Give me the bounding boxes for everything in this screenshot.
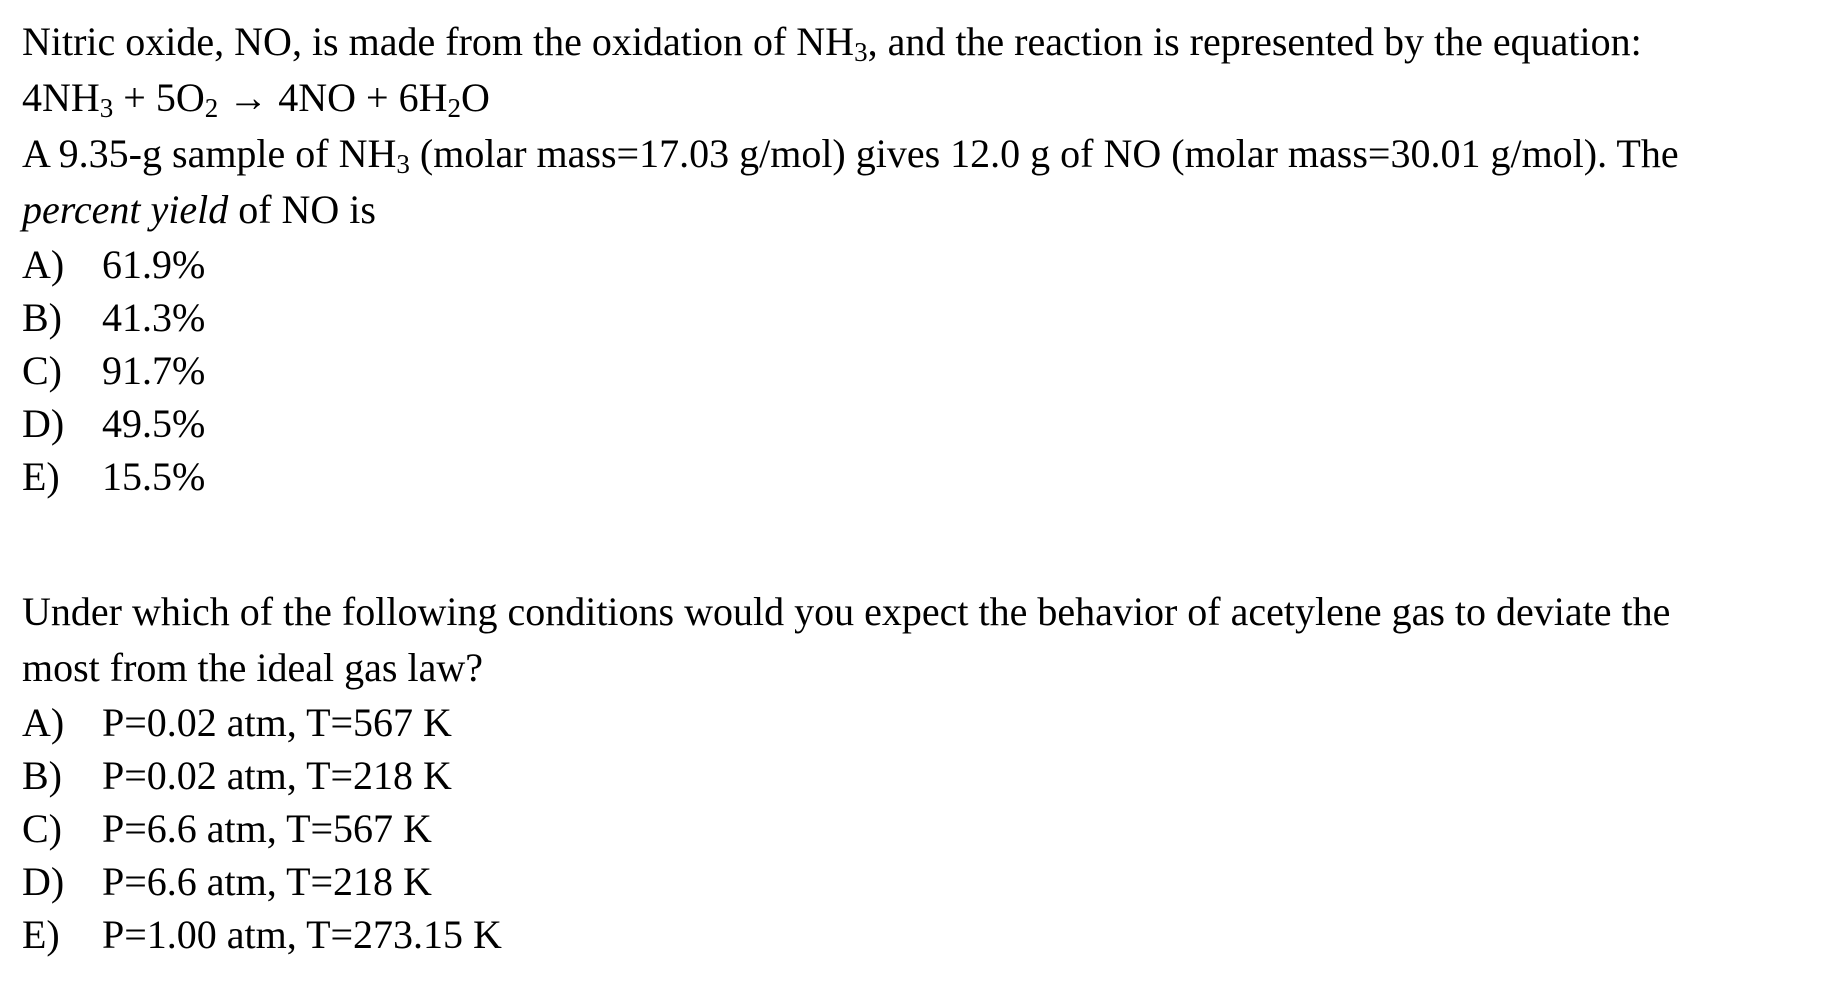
option-letter: D) (22, 401, 65, 446)
answer-option (22, 696, 1812, 749)
equation-part: → 4NO + 6H (218, 75, 448, 120)
option-letter: C) (22, 806, 62, 851)
option-text: 49.5% (102, 401, 206, 446)
question-1-stem-line-3 (22, 126, 1812, 182)
option-text: P=0.02 atm, T=567 K (102, 700, 452, 745)
answer-option (22, 344, 1812, 397)
option-letter: D) (22, 859, 65, 904)
option-text: 41.3% (102, 295, 206, 340)
question-2-options (22, 696, 1812, 961)
question-1-stem-line-4 (22, 182, 1812, 238)
subscript: 2 (447, 93, 461, 123)
subscript: 3 (854, 37, 868, 67)
question-1 (22, 14, 1812, 503)
answer-option (22, 908, 1812, 961)
document-page (22, 14, 1812, 961)
italic-term: percent yield (22, 187, 229, 232)
answer-option (22, 802, 1812, 855)
answer-option (22, 238, 1812, 291)
option-text: P=6.6 atm, T=218 K (102, 859, 432, 904)
equation-part: + 5O (113, 75, 205, 120)
answer-option (22, 749, 1812, 802)
option-letter: A) (22, 700, 65, 745)
question-1-stem-line-1 (22, 14, 1812, 70)
option-text: P=1.00 atm, T=273.15 K (102, 912, 502, 957)
option-letter: A) (22, 242, 65, 287)
question-2 (22, 584, 1812, 961)
option-letter: B) (22, 295, 62, 340)
answer-option (22, 397, 1812, 450)
option-letter: E) (22, 912, 60, 957)
option-text: 61.9% (102, 242, 206, 287)
answer-option (22, 291, 1812, 344)
stem-text: , and the reaction is represented by the equation: (867, 19, 1642, 64)
question-2-stem-line-1: Under which of the following conditions would you expect the behavior of acetylene gas to deviate the (22, 589, 1671, 634)
option-text: 15.5% (102, 454, 206, 499)
equation-part: O (460, 75, 490, 120)
chemical-equation (22, 70, 1812, 126)
subscript: 3 (396, 149, 410, 179)
option-text: P=0.02 atm, T=218 K (102, 753, 452, 798)
option-letter: B) (22, 753, 62, 798)
option-text: P=6.6 atm, T=567 K (102, 806, 432, 851)
option-letter: E) (22, 454, 60, 499)
question-2-stem-line-2: most from the ideal gas law? (22, 645, 483, 690)
option-letter: C) (22, 348, 62, 393)
stem-text: Nitric oxide, NO, is made from the oxidation of NH (22, 19, 855, 64)
stem-text: of NO is (228, 187, 376, 232)
subscript: 2 (204, 93, 219, 123)
subscript: 3 (99, 93, 114, 123)
equation-part: 4NH (22, 75, 100, 120)
answer-option (22, 450, 1812, 503)
question-1-options (22, 238, 1812, 503)
answer-option (22, 855, 1812, 908)
option-text: 91.7% (102, 348, 206, 393)
stem-text: A 9.35-g sample of NH (22, 131, 397, 176)
stem-text: (molar mass=17.03 g/mol) gives 12.0 g of NO (molar mass=30.01 g/mol). The (409, 131, 1679, 176)
